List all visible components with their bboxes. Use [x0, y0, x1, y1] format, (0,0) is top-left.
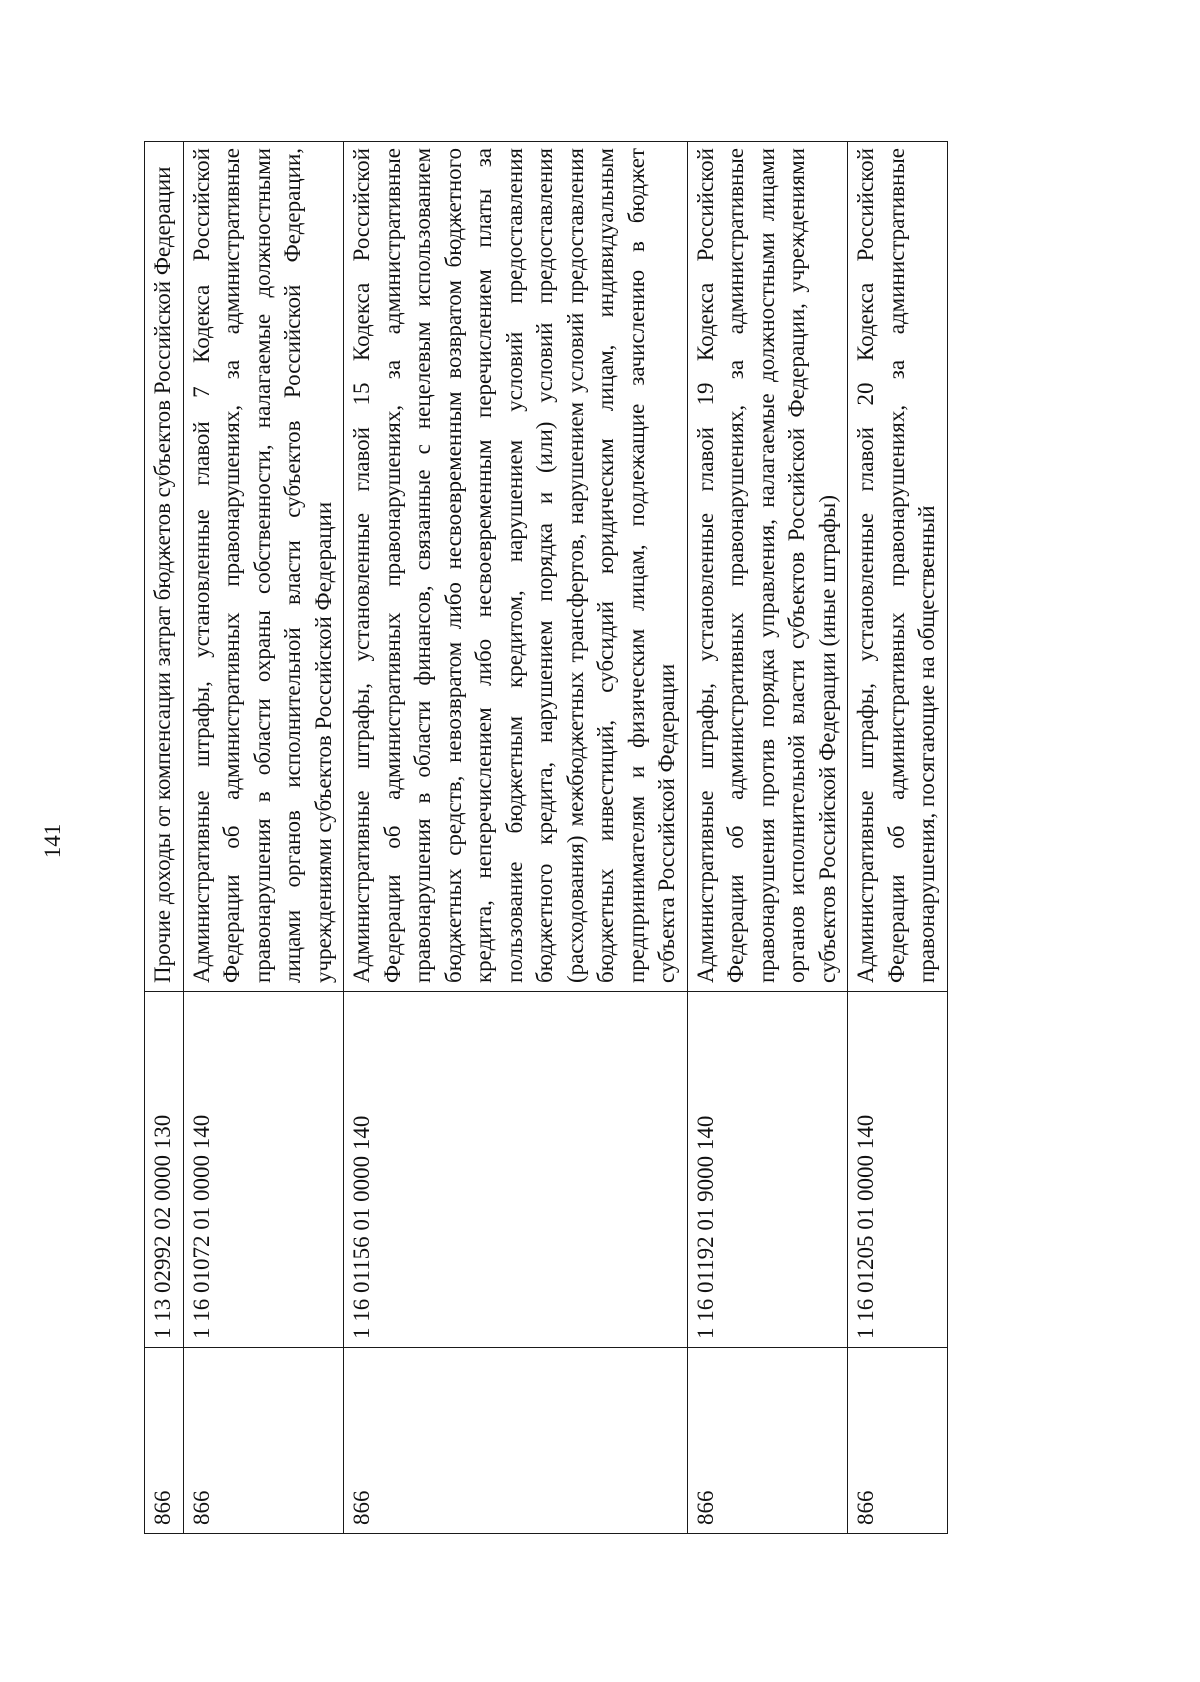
admin-code-cell: 866 — [344, 1348, 688, 1534]
kbk-cell: 1 13 02992 02 0000 130 — [145, 992, 184, 1348]
kbk-cell: 1 16 01205 01 0000 140 — [848, 992, 948, 1348]
table-row — [183, 142, 344, 1534]
revenue-name-cell: Административные штрафы, установленные главой 19 Кодекса Российской Федерации об административных правонарушениях, за административные правонарушения против порядка управления, налагаемые должностными лицами органов исполнительной власти субъектов Российской Федерации, учреждениями субъектов Российской Федерации (иные штрафы) — [687, 142, 848, 992]
table-row — [687, 142, 848, 1534]
kbk-cell: 1 16 01072 01 0000 140 — [183, 992, 344, 1348]
revenue-name-cell: Административные штрафы, установленные главой 15 Кодекса Российской Федерации об административных правонарушениях, за административные правонарушения в области финансов, связанные с нецелевым использованием бюджетных средств, невозвратом либо несвоевременным возвратом бюджетного кредита, неперечислением либо несвоевременным перечислением платы за пользование бюджетным кредитом, нарушением условий предоставления бюджетного кредита, нарушением порядка и (или) условий предоставления (расходования) межбюджетных трансфертов, нарушением условий предоставления бюджетных инвестиций, субсидий юридическим лицам, индивидуальным предпринимателям и физическим лицам, подлежащие зачислению в бюджет субъекта Российской Федерации — [344, 142, 688, 992]
table-row — [848, 142, 948, 1534]
kbk-cell: 1 16 01156 01 0000 140 — [344, 992, 688, 1348]
admin-code-cell: 866 — [145, 1348, 184, 1534]
admin-code-cell: 866 — [183, 1348, 344, 1534]
revenue-name-cell: Административные штрафы, установленные главой 7 Кодекса Российской Федерации об административных правонарушениях, за административные правонарушения в области охраны собственности, налагаемые должностными лицами органов исполнительной власти субъектов Российской Федерации, учреждениями субъектов Российской Федерации — [183, 142, 344, 992]
revenue-codes-table — [144, 141, 948, 1534]
revenue-name-cell: Административные штрафы, установленные главой 20 Кодекса Российской Федерации об административных правонарушениях, за административные правонарушения, посягающие на общественный — [848, 142, 948, 992]
table-row — [145, 142, 184, 1534]
admin-code-cell: 866 — [687, 1348, 848, 1534]
revenue-name-cell: Прочие доходы от компенсации затрат бюджетов субъектов Российской Федерации — [145, 142, 184, 992]
kbk-cell: 1 16 01192 01 9000 140 — [687, 992, 848, 1348]
admin-code-cell: 866 — [848, 1348, 948, 1534]
page-number: 141 — [40, 823, 65, 859]
table-row — [344, 142, 688, 1534]
